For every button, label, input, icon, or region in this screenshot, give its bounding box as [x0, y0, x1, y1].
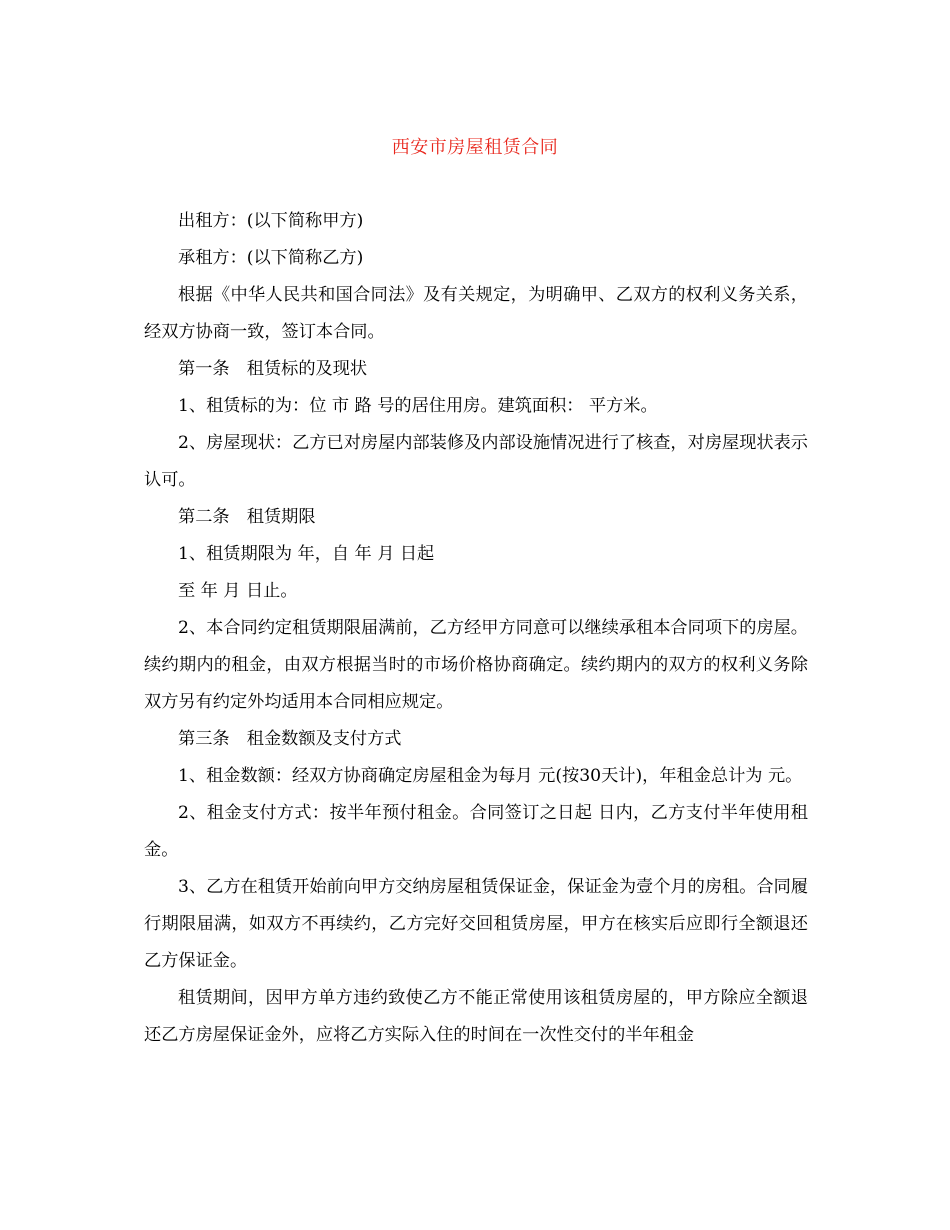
- paragraph-3-4: 租赁期间，因甲方单方违约致使乙方不能正常使用该租赁房屋的，甲方除应全额退还乙方房屋保证金外，应将乙方实际入住的时间在一次性交付的半年租金: [144, 988, 808, 1045]
- paragraph-1-2: 2、房屋现状：乙方已对房屋内部装修及内部设施情况进行了核查，对房屋现状表示认可。: [144, 433, 808, 490]
- document-title: 西安市房屋租赁合同: [391, 137, 559, 158]
- article-heading-3: 第三条 租金数额及支付方式: [178, 729, 402, 749]
- paragraph-lessor: 出租方：(以下简称甲方): [178, 211, 364, 231]
- article-heading-2: 第二条 租赁期限: [178, 507, 316, 527]
- paragraph-1-1: 1、租赁标的为：位 市 路 号的居住用房。建筑面积： 平方米。: [178, 396, 658, 416]
- paragraph-3-2: 2、租金支付方式：按半年预付租金。合同签订之日起 日内，乙方支付半年使用租金。: [144, 803, 808, 860]
- article-heading-1: 第一条 租赁标的及现状: [178, 359, 368, 379]
- paragraph-3-3: 3、乙方在租赁开始前向甲方交纳房屋租赁保证金，保证金为壹个月的房租。合同履行期限届满，如双方不再续约，乙方完好交回租赁房屋，甲方在核实后应即行全额退还乙方保证金。: [144, 877, 808, 971]
- paragraph-preamble: 根据《中华人民共和国合同法》及有关规定，为明确甲、乙双方的权利义务关系，经双方协商一致，签订本合同。: [144, 285, 808, 342]
- paragraph-2-1-cont: 至 年 月 日止。: [178, 581, 298, 601]
- document-body: [144, 203, 808, 1054]
- paragraph-3-1: 1、租金数额：经双方协商确定房屋租金为每月 元(按30天计)，年租金总计为 元。: [178, 766, 803, 786]
- paragraph-lessee: 承租方：(以下简称乙方): [178, 248, 364, 268]
- paragraph-2-2: 2、本合同约定租赁期限届满前，乙方经甲方同意可以继续承租本合同项下的房屋。续约期内的租金，由双方根据当时的市场价格协商确定。续约期内的双方的权利义务除双方另有约定外均适用本合同相应规定。: [144, 618, 808, 712]
- paragraph-2-1: 1、租赁期限为 年，自 年 月 日起: [178, 544, 435, 564]
